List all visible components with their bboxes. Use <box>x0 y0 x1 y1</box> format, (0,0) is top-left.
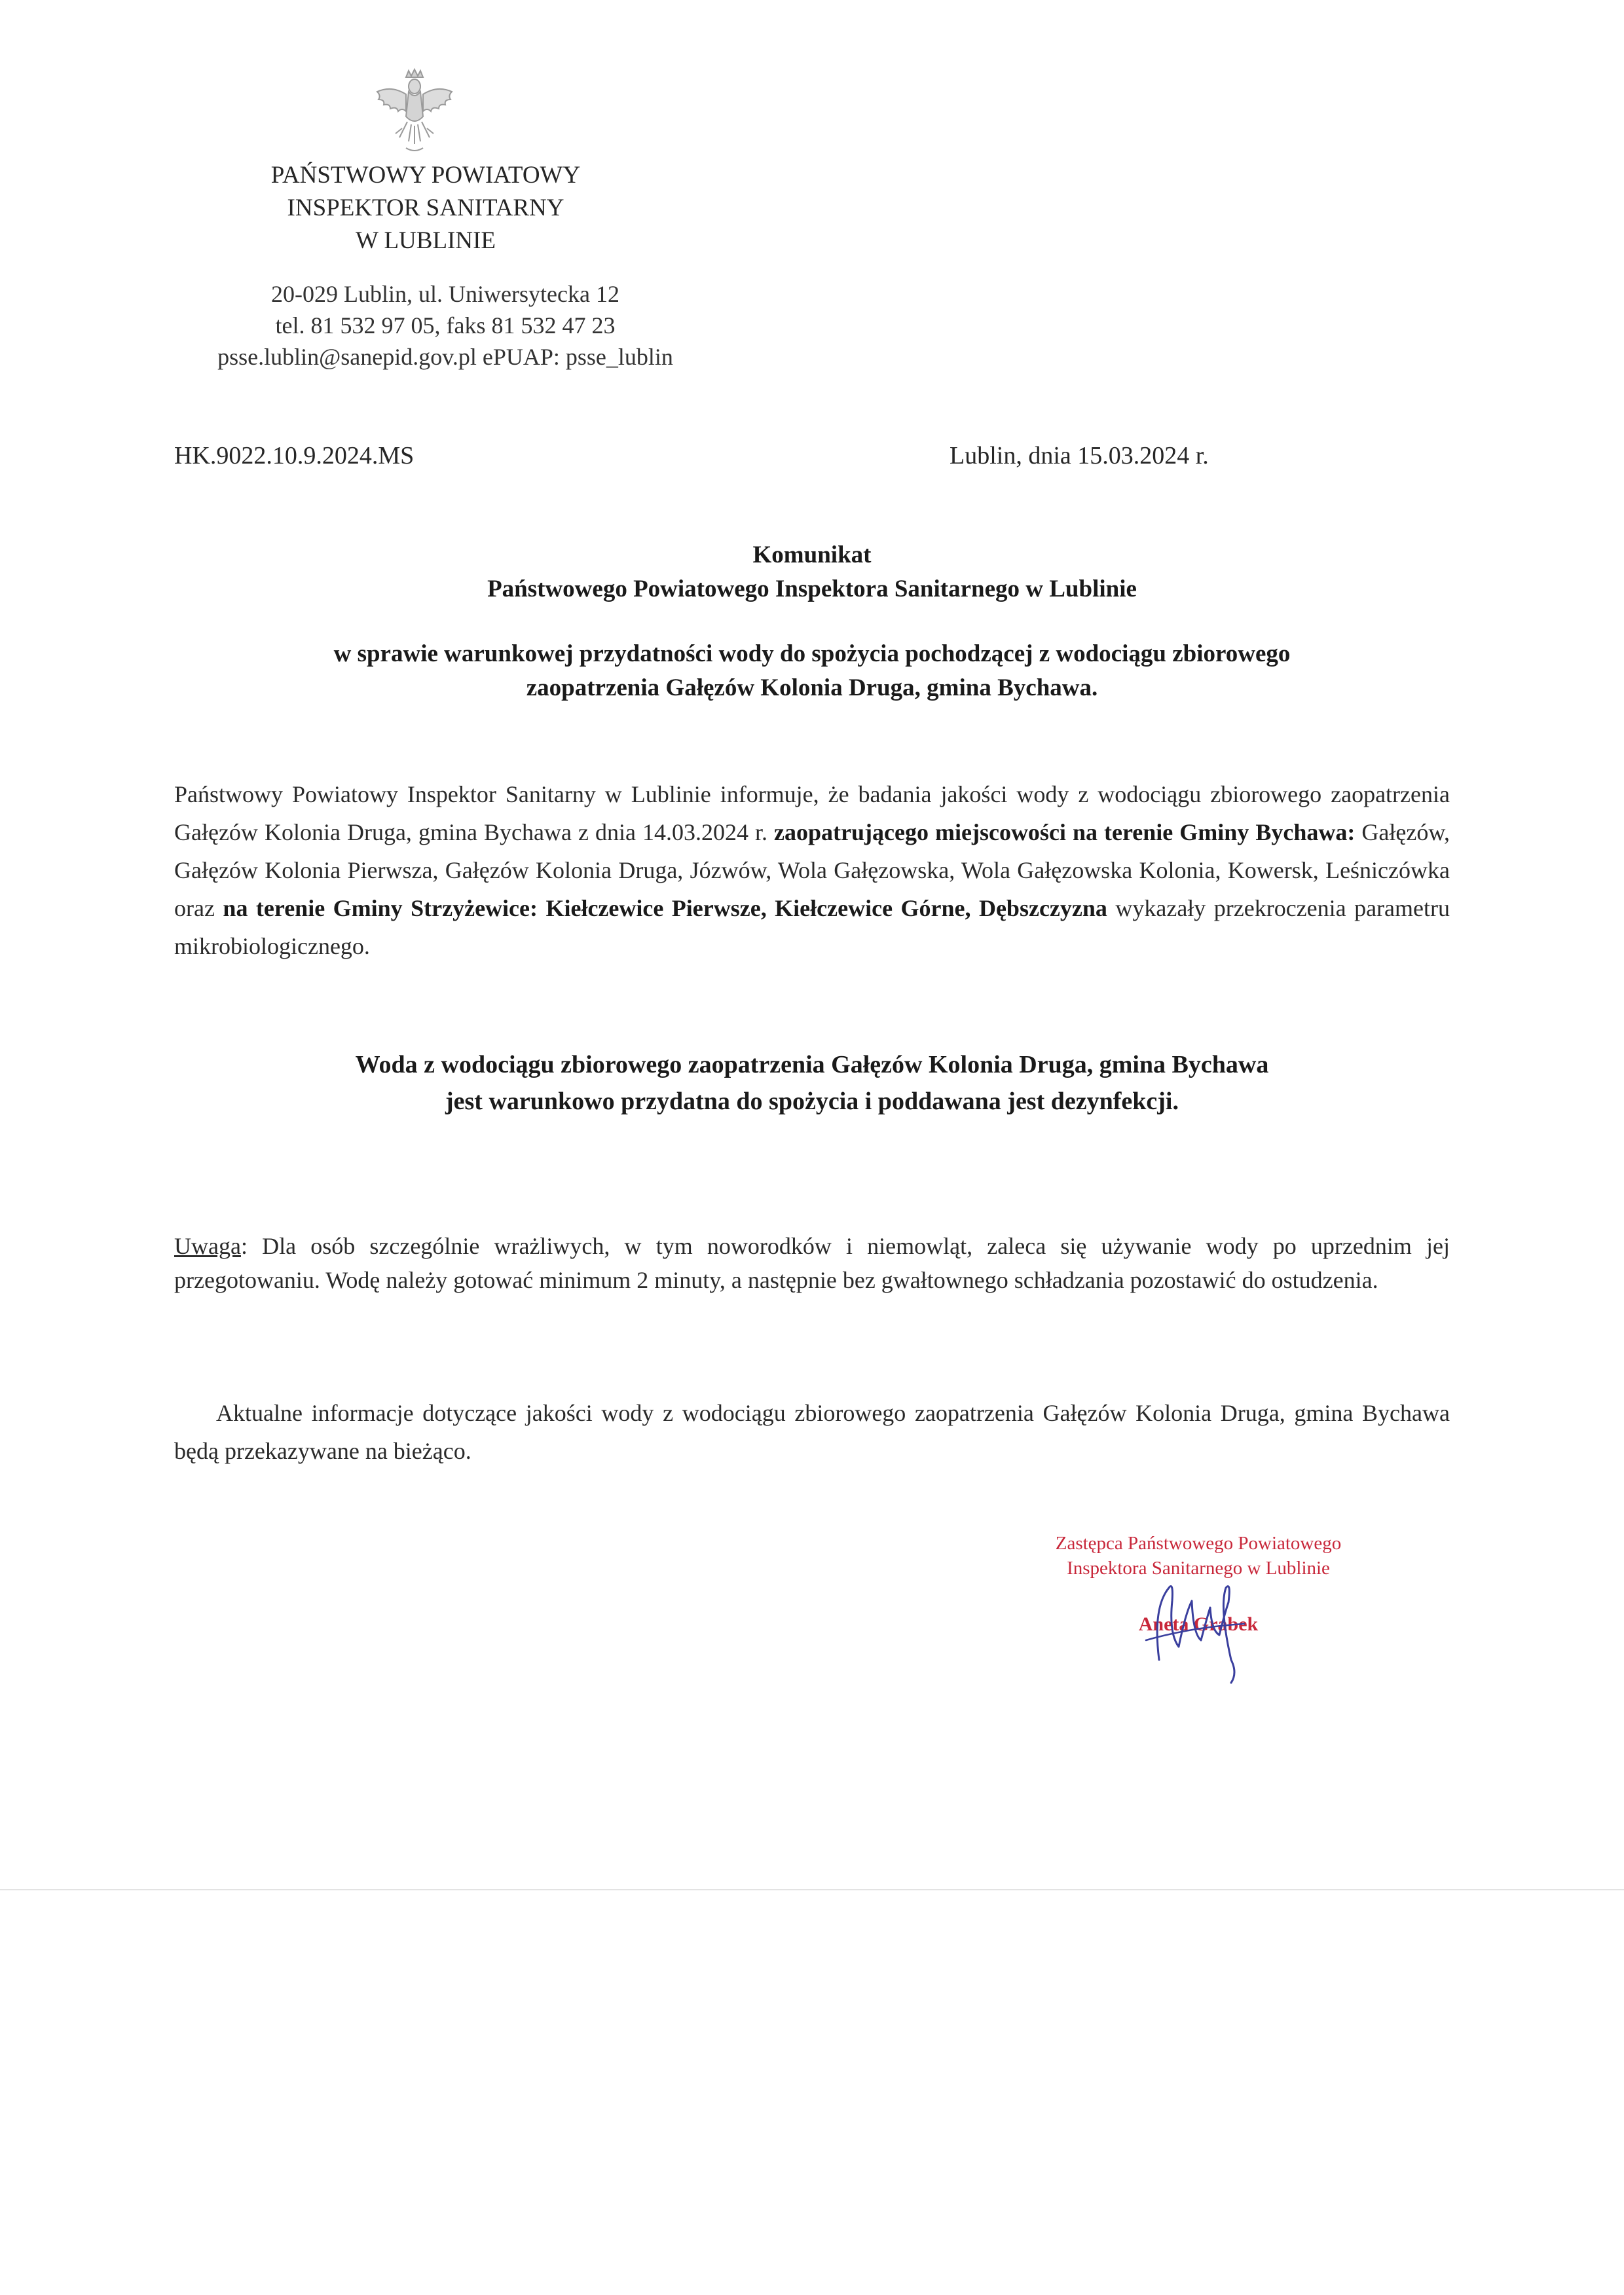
statement-line: Woda z wodociągu zbiorowego zaopatrzenia Gałęzów Kolonia Druga, gmina Bychawa <box>355 1051 1269 1078</box>
authority-line: INSPEKTOR SANITARNY <box>287 194 564 221</box>
statement-line: jest warunkowo przydatna do spożycia i poddawana jest dezynfekcji. <box>445 1088 1179 1115</box>
note-paragraph <box>174 1229 1450 1297</box>
issuer-line: Państwowego Powiatowego Inspektora Sanitarnego w Lublinie <box>487 576 1137 602</box>
findings-result: wykazały przekroczenia parametru mikrobiologicznego. <box>174 895 1450 959</box>
authority-line: PAŃSTWOWY POWIATOWY <box>270 162 581 189</box>
findings-intro: Państwowy Powiatowy Inspektor Sanitarny w Lublinie informuje, że badania jakości wody z wodociągu zbiorowego zaopatrzenia Gałęzów Kolonia Druga, gmina Bychawa z dnia 14.03.2024 r. <box>174 781 1450 845</box>
announcement-title <box>131 538 1493 705</box>
findings-localities: Gałęzów, Gałęzów Kolonia Pierwsza, Gałęzów Kolonia Druga, Józwów, Wola Gałęzowska, Wola Gałęzowska Kolonia, Kowersk, Leśniczówka oraz <box>174 819 1450 921</box>
reference-number: HK.9022.10.9.2024.MS <box>174 442 415 469</box>
handwritten-signature <box>1133 1562 1264 1693</box>
email-epuap-line: psse.lublin@sanepid.gov.pl ePUAP: psse_lublin <box>217 344 673 370</box>
note-text: : Dla osób szczególnie wrażliwych, w tym noworodków i niemowląt, zaleca się używanie wody po uprzednim jej przegotowaniu. Wodę należy gotować minimum 2 minuty, a następnie bez gwałtownego schładzania pozostawić do ostudzenia. <box>174 1233 1450 1293</box>
address-line: 20-029 Lublin, ul. Uniwersytecka 12 <box>271 281 619 307</box>
subject-line: zaopatrzenia Gałęzów Kolonia Druga, gmina Bychawa. <box>526 674 1098 701</box>
polish-eagle-emblem-icon <box>372 65 457 157</box>
stamp-line: Inspektora Sanitarnego w Lublinie <box>1067 1558 1330 1579</box>
authority-name <box>223 159 629 257</box>
place-and-date: Lublin, dnia 15.03.2024 r. <box>950 442 1209 469</box>
contact-address <box>151 278 740 373</box>
authority-line: W LUBLINIE <box>355 227 496 254</box>
scan-edge-line <box>0 1889 1624 1890</box>
stamp-line: Zastępca Państwowego Powiatowego <box>1055 1533 1342 1554</box>
findings-bold-strzyzewice: na terenie Gminy Strzyżewice: Kiełczewice Pierwsze, Kiełczewice Górne, Dębszczyzna <box>223 895 1107 921</box>
updates-paragraph: Aktualne informacje dotyczące jakości wody z wodociągu zbiorowego zaopatrzenia Gałęzów Kolonia Druga, gmina Bychawa będą przekazywane na bieżąco. <box>174 1400 1450 1464</box>
findings-paragraph <box>174 775 1450 965</box>
title-line: Komunikat <box>752 542 872 568</box>
findings-bold-bychawa: zaopatrującego miejscowości na terenie Gminy Bychawa: <box>774 819 1356 845</box>
note-label: Uwaga <box>174 1233 241 1259</box>
subject-line: w sprawie warunkowej przydatności wody do spożycia pochodzącej z wodociągu zbiorowego <box>333 640 1291 667</box>
stamp-name: Aneta Grabek <box>1138 1613 1259 1635</box>
suitability-statement <box>131 1046 1493 1120</box>
phone-fax-line: tel. 81 532 97 05, faks 81 532 47 23 <box>275 312 616 339</box>
